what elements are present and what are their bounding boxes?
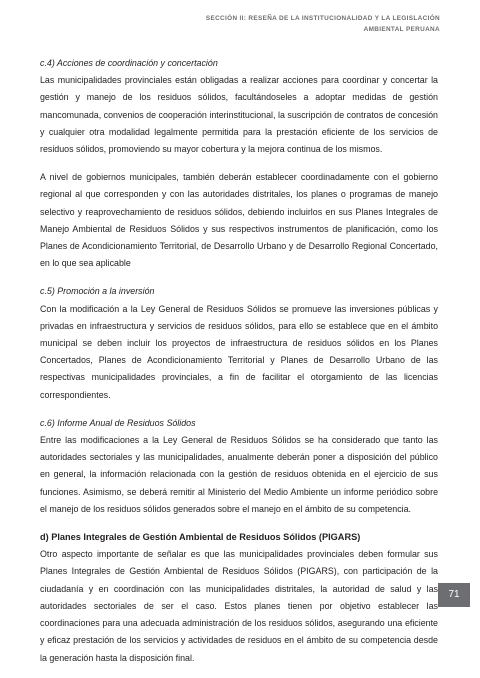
section-c5-paragraph-1: Con la modificación a la Ley General de Residuos Sólidos se promueve las inversiones públicas y privadas en infraestructura y servicios de residuos sólidos, para ello se establece que en el ámbito municipal se deben incluir los proyectos de infraestructura de residuos sólidos en los Planes Concertados, Planes de Acondicionamiento Territorial y Planes de Desarrollo Urbano de las respectivas municipalidades provinciales, a fin de facilitar el otorgamiento de las licencias correspondientes. xyxy=(40,303,438,400)
section-d xyxy=(40,529,438,667)
section-d-heading: d) Planes Integrales de Gestión Ambiental de Residuos Sólidos (PIGARS) xyxy=(40,532,361,543)
section-c6-paragraph-1: Entre las modificaciones a la Ley General de Residuos Sólidos se ha considerado que tanto las autoridades sectoriales y las municipalidades, anualmente deberán poner a disposición del público en general, la información relacionada con la gestión de residuos obtenida en el ejercicio de sus funciones. Asimismo, se deberá remitir al Ministerio del Medio Ambiente un informe periódico sobre el manejo de los residuos sólidos generados sobre el manejo en el ámbito de su competencia. xyxy=(40,435,438,514)
section-c6-title: c.6) Informe Anual de Residuos Sólidos xyxy=(40,417,196,428)
section-c4-title: c.4) Acciones de coordinación y concertación xyxy=(40,58,218,68)
running-header xyxy=(206,13,440,35)
section-c5-title: c.5) Promoción a la inversión xyxy=(40,286,155,297)
section-c6 xyxy=(40,415,438,518)
section-c4-paragraph-1: Las municipalidades provinciales están obligadas a realizar acciones para coordinar y concertar la gestión y manejo de los residuos sólidos, facultándoseles a adoptar medidas de gestión mancomunada, convenios de cooperación interinstitucional, la suscripción de contratos de concesión y cualquier otra modalidad legalmente permitida para la prestación eficiente de los servicios de residuos sólidos, promoviendo su mayor cobertura y la mejora continua de los mismos. xyxy=(40,75,438,155)
section-c5 xyxy=(40,283,438,403)
page-body xyxy=(40,55,438,678)
running-header-line-2: AMBIENTAL PERUANA xyxy=(363,26,440,33)
running-header-line-1: SECCIÓN II: RESEÑA DE LA INSTITUCIONALIDAD Y LA LEGISLACIÓN xyxy=(205,15,440,22)
section-c4 xyxy=(40,55,438,272)
section-d-paragraph-1: Otro aspecto importante de señalar es que las municipalidades provinciales deben formular sus Planes Integrales de Gestión Ambiental de Residuos Sólidos (PIGARS), con participación de la ciudadanía y en coordinación con las municipalidades distritales, la autoridad de salud y las autoridades sectoriales de ser el caso. Estos planes tienen por objetivo establecer las coordinaciones para una adecuada administración de los residuos sólidos, asegurando una eficiente y eficaz prestación de los servicios y actividades de residuos en el ámbito de su competencia desde la generación hasta la disposición final. xyxy=(40,549,438,663)
page-number-box: 71 xyxy=(438,583,470,607)
section-c4-paragraph-2: A nivel de gobiernos municipales, también deberán establecer coordinadamente con el gobierno regional al que corresponden y con las autoridades distritales, los planes o programas de manejo selectivo y reaprovechamiento de residuos sólidos, debiendo incluirlos en sus Planes Integrales de Manejo Ambiental de Residuos Sólidos y sus respectivos instrumentos de planificación, como los Planes de Acondicionamiento Territorial, de Desarrollo Urbano y de Desarrollo Regional Concertado, en lo que sea aplicable xyxy=(40,172,438,269)
